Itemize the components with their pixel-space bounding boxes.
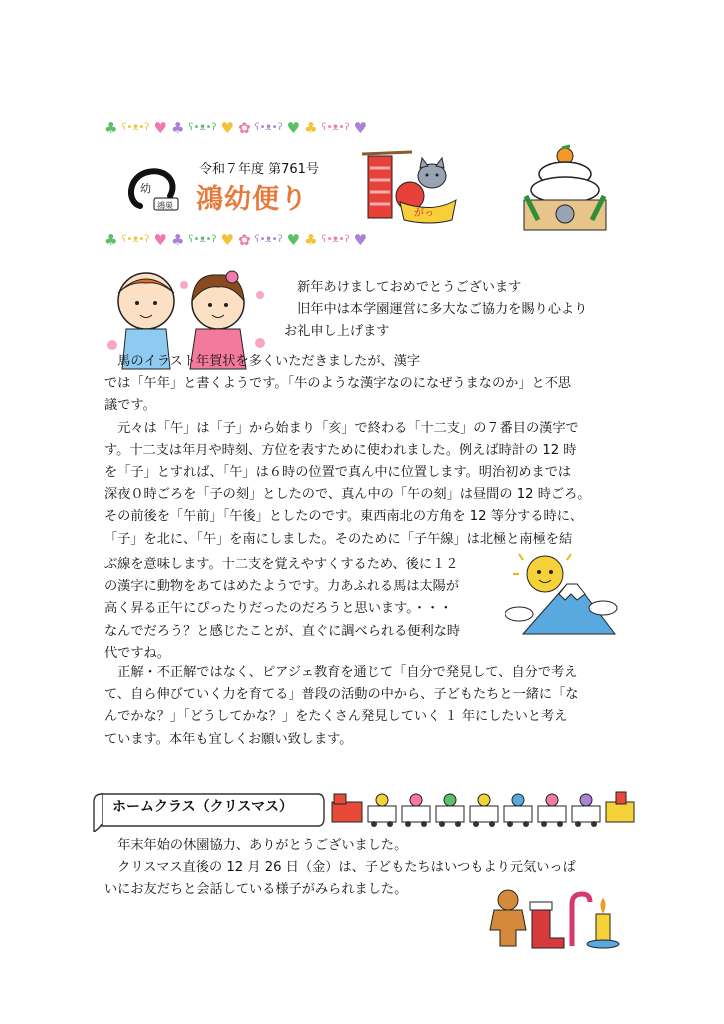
basket-tag: がっ (414, 208, 434, 219)
border-ornament-icon: ♥ (353, 119, 368, 137)
main-text-line: 元々は「午」は「子」から始まり「亥」で終わる「十二支」の７番目の漢字で (104, 420, 579, 436)
border-ornament-icon: ʕ•ᴥ•ʔ (121, 234, 150, 245)
flower-icon (478, 794, 490, 806)
flower-icon (546, 794, 558, 806)
train-car (504, 806, 532, 822)
decorative-border-bottom (104, 232, 484, 248)
decorative-border-top (104, 120, 484, 136)
wrap-text-line: 高く昇る正午にぴったりだったのだろうと思います。・・・ (104, 601, 453, 617)
border-ornament-icon: ʕ•ᴥ•ʔ (188, 122, 217, 133)
wheel-icon (523, 821, 529, 827)
wheel-icon (421, 821, 427, 827)
newsletter-title: 鴻幼便り (196, 184, 308, 215)
sun-mount-fuji-illustration (505, 548, 620, 640)
kagami-mochi-illustration (518, 144, 608, 236)
train-car (538, 806, 566, 822)
wheel-icon (507, 821, 513, 827)
border-ornament-icon: ♥ (220, 231, 234, 249)
zodiac-explanation-continued (104, 554, 504, 665)
border-ornament-icon: ʕ•ᴥ•ʔ (188, 234, 217, 245)
border-ornament-icon: ♥ (153, 231, 167, 249)
wrap-text-line: なんでだろう？と感じたことが、直ぐに調べられる便利な時 (104, 623, 461, 639)
wheel-icon (473, 821, 479, 827)
closing-paragraph (104, 662, 628, 751)
home-class-line: 年末年始の休園協力、ありがとうございました。 (104, 838, 408, 853)
flower-icon (444, 794, 456, 806)
wheel-icon (591, 821, 597, 827)
main-text-line: 馬のイラスト年賀状を多くいただきましたが、漢字 (104, 354, 421, 369)
train-car (572, 806, 600, 822)
wrap-text-line: ぶ線を意味します。十二支を覚えやすくするため、後に１２ (104, 557, 459, 572)
zodiac-explanation-paragraph (104, 351, 628, 551)
greeting-line: 新年あけましておめでとうございます (284, 280, 522, 295)
wheel-icon (489, 821, 495, 827)
border-ornament-icon: ♣ (170, 231, 185, 249)
wheel-icon (387, 821, 393, 827)
flower-icon (512, 794, 524, 806)
kindergarten-logo (126, 162, 184, 214)
border-ornament-icon: ♥ (153, 119, 167, 137)
wheel-icon (455, 821, 461, 827)
border-ornament-icon: ʕ•ᴥ•ʔ (121, 122, 150, 133)
logo-mark: 幼 (140, 182, 151, 195)
flower-icon (376, 794, 388, 806)
wheel-icon (557, 821, 563, 827)
wheel-icon (371, 821, 377, 827)
closing-text-line: て、自ら伸びていく力を育てる」普段の活動の中から、子どもたちと一緒に「な (104, 687, 579, 703)
wrap-text-line: の漢字に動物をあてはめたようです。力あふれる馬は太陽が (104, 579, 460, 595)
border-ornament-icon: ʕ•ᴥ•ʔ (321, 122, 350, 133)
wrap-text-line: 代ですね。 (104, 645, 170, 661)
flower-icon (580, 794, 592, 806)
train-car (402, 806, 430, 822)
wheel-icon (405, 821, 411, 827)
border-ornament-icon: ♣ (304, 119, 318, 137)
greeting-paragraph (284, 277, 624, 344)
border-ornament-icon: ♥ (353, 231, 368, 249)
border-ornament-icon: ♥ (286, 231, 301, 249)
border-ornament-icon: ♣ (104, 119, 118, 137)
issue-number: 令和７年度 第761号 (199, 162, 319, 177)
main-text-line: す。十二支は年月や時刻、方位を表すために使われました。例えば時計の 12 時 (104, 442, 577, 458)
border-ornament-icon: ✿ (237, 231, 251, 249)
border-ornament-icon: ʕ•ᴥ•ʔ (254, 122, 283, 133)
border-ornament-icon: ♣ (104, 231, 118, 249)
wheel-icon (575, 821, 581, 827)
main-text-line: では「午年」と書くようです。「牛のような漢字なのになぜうまなのか」と不思 (104, 376, 572, 392)
main-text-line: 「子」を北に、「午」を南にしました。そのために「子午線」は北極と南極を結 (104, 531, 573, 547)
christmas-items-illustration (488, 886, 628, 950)
wheel-icon (541, 821, 547, 827)
train-illustration (330, 788, 636, 828)
border-ornament-icon: ♥ (286, 119, 301, 137)
greeting-line: お礼申し上げます (284, 324, 390, 340)
main-text-line: 議です。 (104, 398, 156, 414)
closing-text-line: 正解・不正解ではなく、ピアジェ教育を通じて「自分で発見して、自分で考え (104, 665, 578, 680)
main-text-line: を「子」とすれば、「午」は６時の位置で真ん中に位置します。明治初めまでは (104, 465, 572, 481)
train-car (470, 806, 498, 822)
border-ornament-icon: ♣ (304, 231, 318, 249)
train-car (368, 806, 396, 822)
border-ornament-icon: ♥ (220, 119, 234, 137)
main-text-line: 深夜０時ごろを「子の刻」としたので、真ん中の「午の刻」は昼間の 12 時ごろ。 (104, 487, 591, 503)
border-ornament-icon: ♣ (170, 119, 185, 137)
border-ornament-icon: ʕ•ᴥ•ʔ (321, 234, 350, 245)
border-ornament-icon: ✿ (237, 119, 251, 137)
greeting-line: 旧年中は本学園運営に多大なご協力を賜り心より (284, 302, 588, 318)
home-class-line: クリスマス直後の 12 月 26 日（金）は、子どもたちはいつもより元気いっぱ (104, 860, 576, 876)
wheel-icon (439, 821, 445, 827)
home-class-line: いにお友だちと会話している様子がみられました。 (104, 882, 408, 898)
logo-text: 鴻巣 (157, 201, 173, 210)
flower-icon (410, 794, 422, 806)
cat-knitting-illustration (360, 150, 460, 225)
closing-text-line: ています。本年も宜しくお願い致します。 (104, 731, 353, 747)
train-car (436, 806, 464, 822)
home-class-heading: ホームクラス（クリスマス） (112, 799, 294, 815)
main-text-line: その前後を「午前」「午後」としたのです。東西南北の方角を 12 等分する時に、 (104, 509, 584, 525)
border-ornament-icon: ʕ•ᴥ•ʔ (254, 234, 283, 245)
closing-text-line: んでかな？」「どうしてかな？」をたくさん発見していく １ 年にしたいと考え (104, 709, 568, 725)
